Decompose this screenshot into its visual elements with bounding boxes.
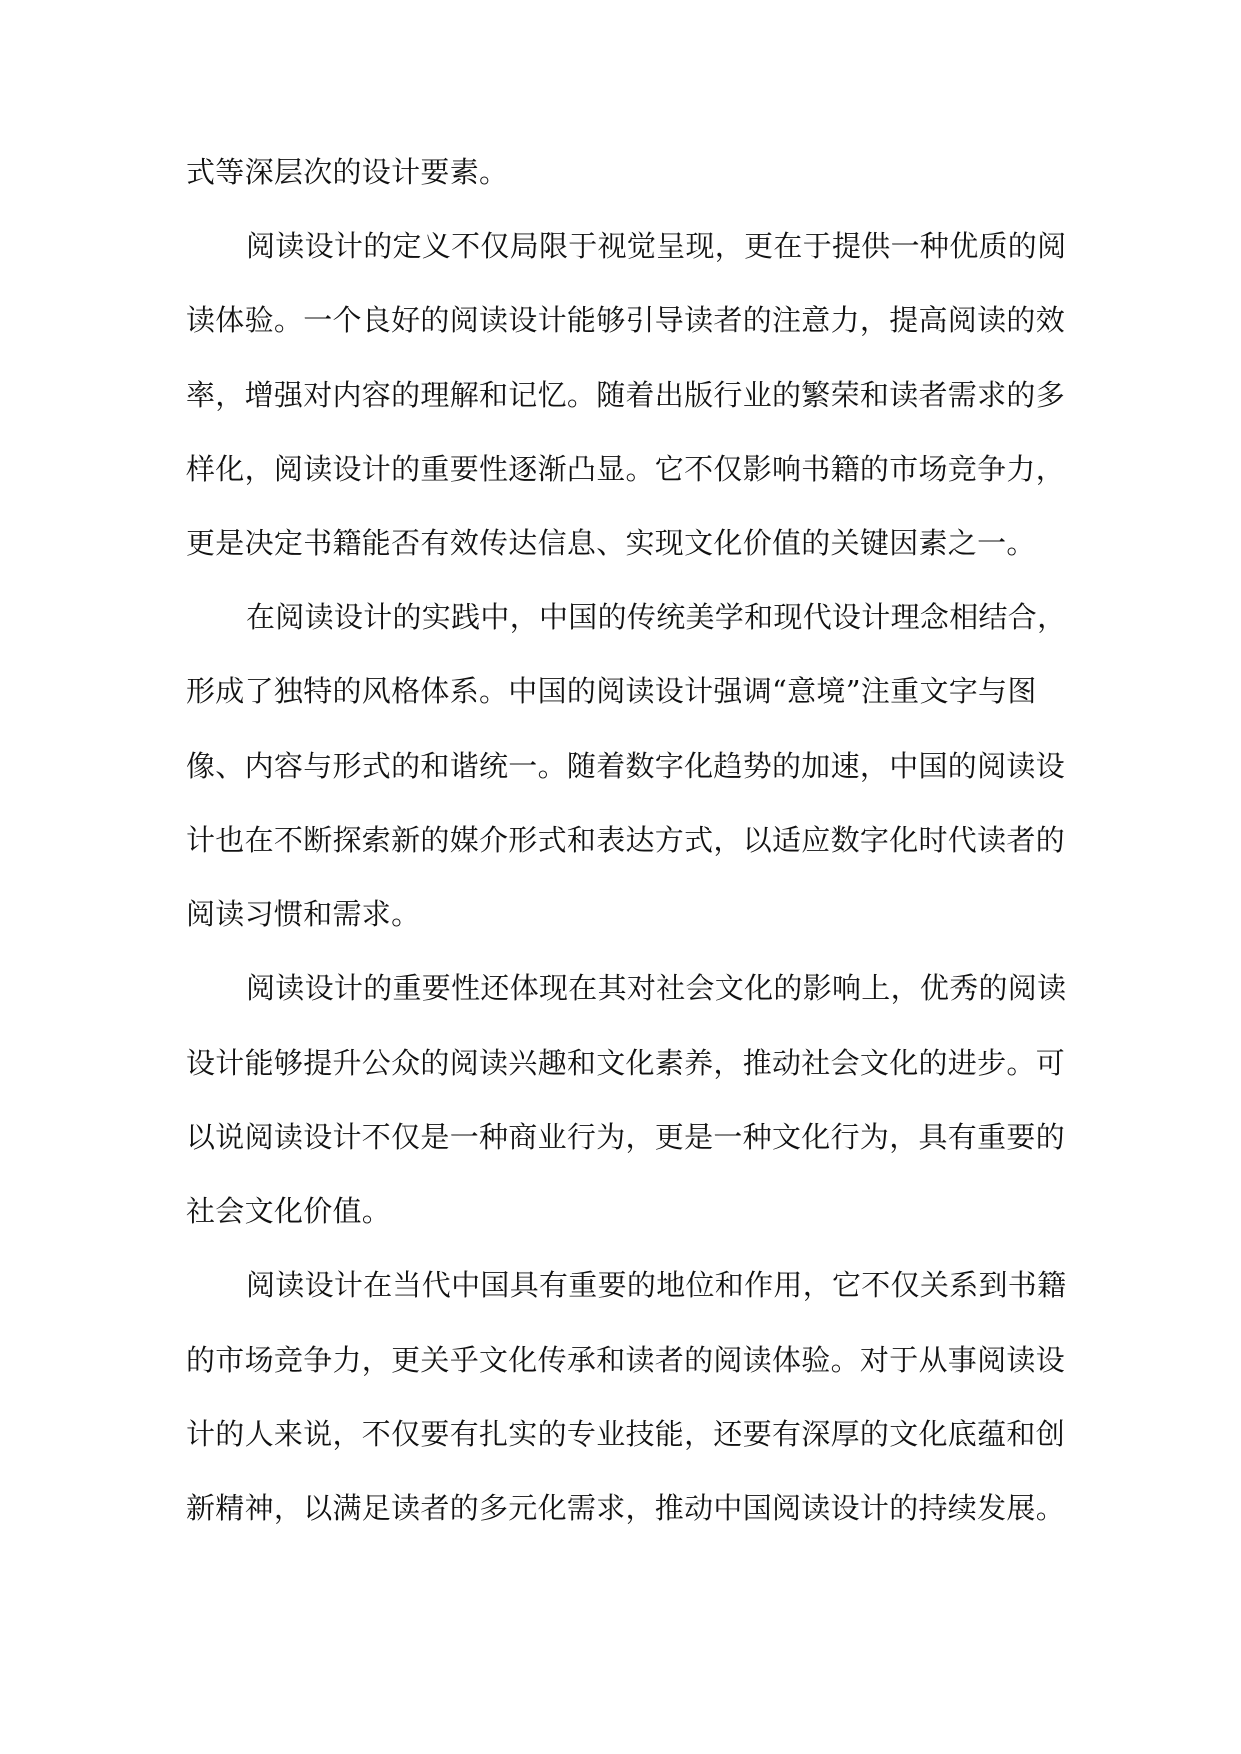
text-line: 计也在不断探索新的媒介形式和表达方式，以适应数字化时代读者的 [186, 823, 1066, 857]
text-line: 式等深层次的设计要素。 [186, 155, 509, 189]
text-line: 率，增强对内容的理解和记忆。随着出版行业的繁荣和读者需求的多 [186, 378, 1066, 412]
text-line: 像、内容与形式的和谐统一。随着数字化趋势的加速，中国的阅读设 [186, 749, 1066, 783]
paragraph-first-line: 阅读设计的重要性还体现在其对社会文化的影响上，优秀的阅读 [246, 971, 1067, 1005]
text-line: 的市场竞争力，更关乎文化传承和读者的阅读体验。对于从事阅读设 [186, 1343, 1066, 1377]
paragraph-first-line: 阅读设计的定义不仅局限于视觉呈现，更在于提供一种优质的阅 [246, 229, 1067, 263]
text-line: 阅读习惯和需求。 [186, 897, 421, 931]
paragraph-first-line: 在阅读设计的实践中，中国的传统美学和现代设计理念相结合， [246, 600, 1067, 634]
text-line: 形成了独特的风格体系。中国的阅读设计强调“意境”注重文字与图 [186, 674, 1037, 708]
text-line: 新精神，以满足读者的多元化需求，推动中国阅读设计的持续发展。 [186, 1491, 1066, 1525]
text-line: 读体验。一个良好的阅读设计能够引导读者的注意力，提高阅读的效 [186, 303, 1066, 337]
text-line: 以说阅读设计不仅是一种商业行为，更是一种文化行为，具有重要的 [186, 1120, 1066, 1154]
text-line: 设计能够提升公众的阅读兴趣和文化素养，推动社会文化的进步。可 [186, 1046, 1066, 1080]
text-line: 样化，阅读设计的重要性逐渐凸显。它不仅影响书籍的市场竞争力， [186, 452, 1066, 486]
text-line: 更是决定书籍能否有效传达信息、实现文化价值的关键因素之一。 [186, 526, 1036, 560]
text-line: 计的人来说，不仅要有扎实的专业技能，还要有深厚的文化底蕴和创 [186, 1417, 1066, 1451]
paragraph-first-line: 阅读设计在当代中国具有重要的地位和作用，它不仅关系到书籍 [246, 1268, 1067, 1302]
text-line: 社会文化价值。 [186, 1194, 392, 1228]
